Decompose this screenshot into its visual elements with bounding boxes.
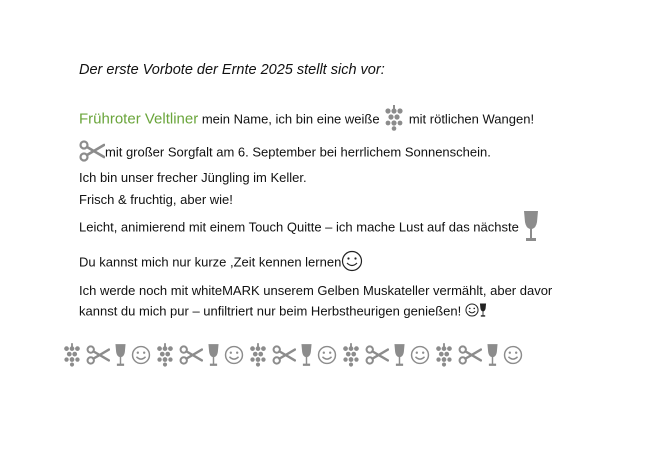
wine-glass-icon: [486, 343, 499, 372]
intro-line: [79, 105, 534, 135]
smiley-icon: [341, 250, 363, 276]
scissors-icon: [179, 345, 203, 370]
grapes-icon: [434, 343, 454, 372]
wine-glass-icon: [393, 343, 406, 372]
wine-glass-icon: [300, 343, 313, 372]
wine-glass-icon: [479, 303, 487, 321]
grapes-icon: [248, 343, 268, 372]
grapes-icon: [341, 343, 361, 372]
cellar-line: Ich bin unser frecher Jüngling im Keller.: [79, 170, 307, 185]
grapes-icon: [383, 105, 405, 135]
scissors-icon: [79, 140, 105, 166]
pairing-text: kannst du mich pur – unfiltriert nur beim Herbstheurigen genießen!: [79, 303, 465, 319]
grapes-icon: [62, 343, 82, 372]
smiley-icon: [131, 345, 151, 370]
wine-name: Frühroter Veltliner: [79, 110, 199, 128]
smiley-icon: [224, 345, 244, 370]
taste-line: [79, 210, 540, 246]
smiley-icon: [503, 345, 523, 370]
scissors-icon: [272, 345, 296, 370]
harvest-line: [79, 140, 491, 166]
wine-glass-icon: [114, 343, 127, 372]
harvest-text: mit großer Sorgfalt am 6. September bei herrlichem Sonnenschein.: [105, 144, 491, 160]
wine-glass-icon: [522, 210, 540, 246]
smiley-icon: [317, 345, 337, 370]
grapes-icon: [155, 343, 175, 372]
short-time-text: Du kannst mich nur kurze ,Zeit kennen lernen: [79, 254, 342, 270]
pairing-line-1: Ich werde noch mit whiteMARK unserem Gelben Muskateller vermählt, aber davor: [79, 283, 553, 298]
short-time-line: [79, 250, 363, 276]
intro-text-1: mein Name, ich bin eine weiße: [198, 111, 384, 127]
pairing-line-2: [79, 303, 487, 321]
scissors-icon: [458, 345, 482, 370]
wine-glass-icon: [207, 343, 220, 372]
smiley-icon: [410, 345, 430, 370]
intro-text-2: mit rötlichen Wangen!: [405, 111, 535, 127]
smiley-icon: [465, 303, 479, 321]
fresh-line: Frisch & fruchtig, aber wie!: [79, 192, 233, 207]
taste-text: Leicht, animierend mit einem Touch Quitte – ich mache Lust auf das nächste: [79, 219, 523, 235]
decoration-row: [62, 343, 527, 371]
page-title: Der erste Vorbote der Ernte 2025 stellt sich vor:: [79, 62, 385, 78]
scissors-icon: [86, 345, 110, 370]
scissors-icon: [365, 345, 389, 370]
